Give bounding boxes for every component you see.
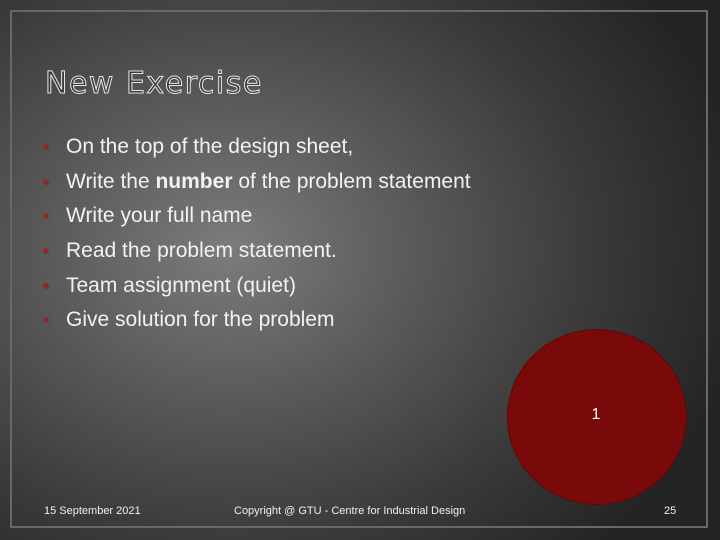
bullet-text: Read the problem statement.: [66, 239, 337, 263]
bullet-marker-icon: [43, 283, 49, 289]
bullet-marker-icon: [43, 179, 49, 185]
bullet-marker-icon: [43, 213, 49, 219]
bullet-text: Write your full name: [66, 204, 253, 228]
bullet-list: [42, 130, 471, 338]
bullet-item: [42, 130, 471, 165]
bullet-text: Give solution for the problem: [66, 308, 335, 332]
circle-number: 1: [591, 406, 601, 423]
bullet-item: [42, 165, 471, 200]
slide-number: 25: [664, 505, 677, 517]
bullet-marker-icon: [43, 248, 49, 254]
bullet-marker-icon: [43, 144, 49, 150]
bullet-text: Write the number of the problem statement: [66, 169, 471, 193]
footer-date: 15 September 2021: [44, 505, 141, 517]
bullet-item: [42, 199, 471, 234]
bullet-text: Team assignment (quiet): [66, 273, 296, 297]
footer-copyright: Copyright @ GTU - Centre for Industrial Design: [234, 505, 466, 517]
bullet-text: On the top of the design sheet,: [66, 135, 354, 159]
bullet-item: [42, 303, 471, 338]
bullet-item: [42, 268, 471, 303]
bullet-item: [42, 234, 471, 269]
slide-title: New Exercise: [45, 66, 263, 101]
bullet-marker-icon: [43, 317, 49, 323]
